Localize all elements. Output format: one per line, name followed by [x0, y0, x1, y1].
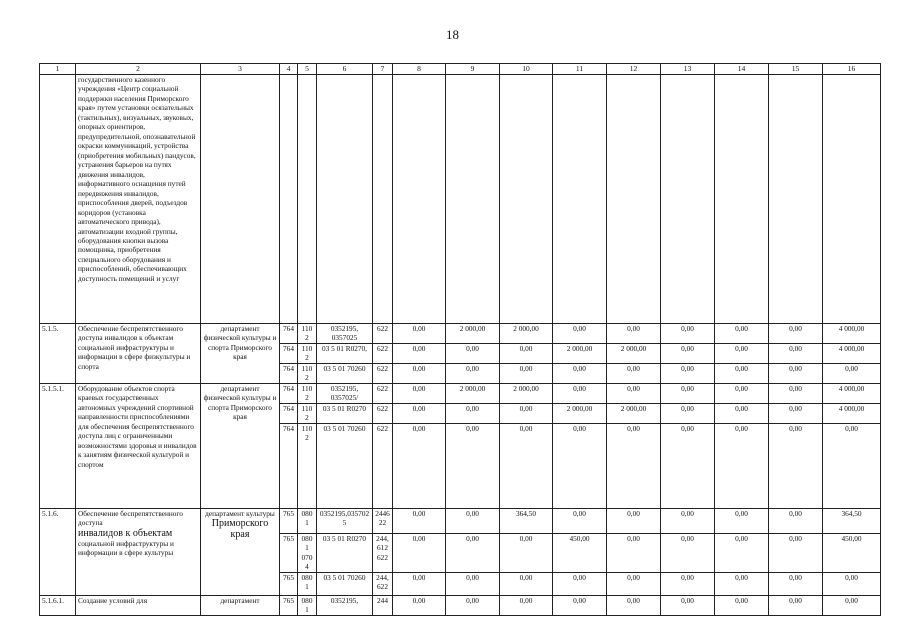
- target-article: 0352195, 0357025/: [317, 383, 373, 403]
- amount-cell: 0,00: [500, 423, 553, 508]
- grbs-code: 765: [280, 533, 298, 572]
- amount-cell: 0,00: [769, 533, 823, 572]
- expense-type: 244: [373, 595, 393, 615]
- amount-cell: 0,00: [446, 572, 500, 595]
- item-number: 5.1.6.1.: [40, 595, 76, 615]
- amount-cell: 2 000,00: [553, 403, 607, 423]
- item-number: 5.1.5.1.: [40, 383, 76, 508]
- item-name-part: инвалидов к объектам: [78, 527, 173, 539]
- expense-type: 244622: [373, 508, 393, 533]
- amount-cell: 0,00: [769, 595, 823, 615]
- amount-cell: 0,00: [661, 343, 715, 363]
- amount-cell: 2 000,00: [446, 323, 500, 343]
- amount-cell: 0,00: [446, 508, 500, 533]
- amount-cell: 0,00: [553, 383, 607, 403]
- amount-cell: 0,00: [553, 323, 607, 343]
- expense-type: 244, 622: [373, 572, 393, 595]
- header-cell: 2: [76, 64, 201, 75]
- target-article: 03 5 01 R0270,: [317, 343, 373, 363]
- amount-cell: 2 000,00: [607, 403, 661, 423]
- table-row: [40, 508, 881, 533]
- header-cell: 14: [715, 64, 769, 75]
- expense-type: 622: [373, 423, 393, 508]
- target-article: 03 5 01 70260: [317, 363, 373, 383]
- amount-cell: 450,00: [553, 533, 607, 572]
- grbs-code: 764: [280, 383, 298, 403]
- amount-cell: 0,00: [500, 363, 553, 383]
- amount-cell: 0,00: [661, 323, 715, 343]
- header-cell: 11: [553, 64, 607, 75]
- amount-cell: 0,00: [769, 403, 823, 423]
- amount-cell: 0,00: [661, 508, 715, 533]
- item-name-part: социальной инфраструктуры и информации в сфере культуры: [78, 538, 174, 558]
- amount-cell: 0,00: [607, 423, 661, 508]
- amount-cell: 0,00: [607, 572, 661, 595]
- header-cell: 4: [280, 64, 298, 75]
- target-article: 03 5 01 70260: [317, 572, 373, 595]
- section-code: 1102: [298, 323, 317, 343]
- amount-cell: 0,00: [393, 383, 446, 403]
- amount-cell: 0,00: [393, 363, 446, 383]
- grbs-code: 764: [280, 423, 298, 508]
- target-article: 0352195,: [317, 595, 373, 615]
- amount-cell: 2 000,00: [500, 323, 553, 343]
- amount-cell: 2 000,00: [553, 343, 607, 363]
- amount-cell: 0,00: [500, 343, 553, 363]
- expense-type: 622: [373, 363, 393, 383]
- header-cell: 8: [393, 64, 446, 75]
- amount-cell: 0,00: [661, 533, 715, 572]
- grbs-code: 765: [280, 572, 298, 595]
- page-number: 18: [446, 27, 459, 42]
- amount-cell: 0,00: [769, 508, 823, 533]
- amount-cell: 0,00: [393, 508, 446, 533]
- amount-cell: 0,00: [393, 343, 446, 363]
- amount-cell: 0,00: [446, 533, 500, 572]
- amount-cell: 2 000,00: [607, 343, 661, 363]
- amount-cell: 0,00: [446, 403, 500, 423]
- amount-cell: 0,00: [393, 403, 446, 423]
- amount-cell: 0,00: [769, 363, 823, 383]
- amount-cell: 0,00: [553, 423, 607, 508]
- amount-cell: 0,00: [393, 533, 446, 572]
- amount-cell: 0,00: [715, 508, 769, 533]
- expense-type: 244, 612 622: [373, 533, 393, 572]
- amount-cell: 0,00: [661, 383, 715, 403]
- amount-cell: 0,00: [715, 423, 769, 508]
- amount-cell: 4 000,00: [823, 323, 881, 343]
- item-number: 5.1.5.: [40, 323, 76, 383]
- section-code: 1102: [298, 343, 317, 363]
- expense-type: 622: [373, 383, 393, 403]
- item-name-part: Обеспечение беспрепятственного доступа: [78, 508, 183, 528]
- header-cell: 1: [40, 64, 76, 75]
- target-article: 03 5 01 R0270: [317, 403, 373, 423]
- expense-type: 622: [373, 403, 393, 423]
- amount-cell: 0,00: [715, 323, 769, 343]
- table-row: [40, 383, 881, 403]
- grbs-code: 764: [280, 343, 298, 363]
- header-cell: 5: [298, 64, 317, 75]
- amount-cell: 0,00: [661, 403, 715, 423]
- header-cell: 16: [823, 64, 881, 75]
- amount-cell: 0,00: [715, 572, 769, 595]
- header-cell: 6: [317, 64, 373, 75]
- org-part: департамент культуры: [205, 508, 275, 518]
- amount-cell: 364,50: [500, 508, 553, 533]
- header-cell: 15: [769, 64, 823, 75]
- expense-type: 622: [373, 343, 393, 363]
- grbs-code: 765: [280, 595, 298, 615]
- amount-cell: 0,00: [607, 323, 661, 343]
- section-code: 0801: [298, 572, 317, 595]
- header-cell: 9: [446, 64, 500, 75]
- amount-cell: 0,00: [769, 423, 823, 508]
- amount-cell: 0,00: [715, 533, 769, 572]
- amount-cell: 0,00: [393, 595, 446, 615]
- amount-cell: 0,00: [446, 363, 500, 383]
- section-code: 0801: [298, 595, 317, 615]
- amount-cell: 0,00: [715, 403, 769, 423]
- amount-cell: 0,00: [715, 343, 769, 363]
- amount-cell: 4 000,00: [823, 403, 881, 423]
- header-cell: 13: [661, 64, 715, 75]
- amount-cell: 0,00: [823, 595, 881, 615]
- grbs-code: 765: [280, 508, 298, 533]
- section-code: 0801 0704: [298, 533, 317, 572]
- amount-cell: 0,00: [500, 595, 553, 615]
- amount-cell: 0,00: [500, 533, 553, 572]
- section-code: 1102: [298, 403, 317, 423]
- amount-cell: 0,00: [607, 508, 661, 533]
- amount-cell: 0,00: [500, 572, 553, 595]
- amount-cell: 0,00: [446, 595, 500, 615]
- amount-cell: 0,00: [500, 403, 553, 423]
- amount-cell: 0,00: [661, 423, 715, 508]
- amount-cell: 0,00: [769, 323, 823, 343]
- amount-cell: 0,00: [823, 363, 881, 383]
- header-cell: 10: [500, 64, 553, 75]
- header-cell: 12: [607, 64, 661, 75]
- intro-text: государственного казенного учреждения «Центр социальной поддержки населения Приморского края» путем установки осязательных (тактильных), визуальных, звуковых, опорных ориентиров, предупредительной, опознавательной окраски коммуникаций, устройства (приобретения мобильных) пандусов, устранения барьеров на путях движения инвалидов, информативного оснащения путей передвижения инвалидов, приспособления дверей, подъездов коридоров (установка автоматического привода), автоматизации входной группы, оборудования кнопки вызова помощника, приобретения специального оборудования и приспособлений, обеспечивающих доступность помещений и услуг: [76, 74, 201, 323]
- item-name: Создание условий для: [76, 595, 201, 615]
- amount-cell: 0,00: [553, 595, 607, 615]
- responsible-org: [201, 508, 280, 595]
- section-code: 0801: [298, 508, 317, 533]
- amount-cell: 0,00: [607, 383, 661, 403]
- item-name: Обеспечение беспрепятственного доступа инвалидов к объектам социальной инфраструктуры и информации в сфере физкультуры и спорта: [76, 323, 201, 383]
- section-code: 1102: [298, 363, 317, 383]
- item-name: Оборудование объектов спорта краевых государственных автономных учреждений спортивной направленности приспособлениями для обеспечения беспрепятственного доступа лиц с ограниченными возможностями здоровья и инвалидов к занятиям физической культурой и спортом: [76, 383, 201, 508]
- amount-cell: 0,00: [661, 572, 715, 595]
- amount-cell: 0,00: [607, 595, 661, 615]
- header-row: [40, 64, 881, 75]
- header-cell: 3: [201, 64, 280, 75]
- amount-cell: 0,00: [553, 508, 607, 533]
- responsible-org: департамент физической культуры и спорта Приморского края: [201, 323, 280, 383]
- amount-cell: 0,00: [393, 572, 446, 595]
- target-article: 0352195, 0357025: [317, 323, 373, 343]
- amount-cell: 364,50: [823, 508, 881, 533]
- amount-cell: 0,00: [715, 363, 769, 383]
- amount-cell: 0,00: [769, 383, 823, 403]
- item-number: 5.1.6.: [40, 508, 76, 595]
- amount-cell: 4 000,00: [823, 383, 881, 403]
- target-article: 03 5 01 70260: [317, 423, 373, 508]
- grbs-code: 764: [280, 323, 298, 343]
- amount-cell: 0,00: [769, 572, 823, 595]
- table-row: [40, 323, 881, 343]
- grbs-code: 764: [280, 403, 298, 423]
- budget-table: [39, 63, 881, 616]
- amount-cell: 0,00: [446, 423, 500, 508]
- amount-cell: 0,00: [661, 363, 715, 383]
- amount-cell: 450,00: [823, 533, 881, 572]
- intro-row: [40, 74, 881, 323]
- responsible-org: департамент физической культуры и спорта Приморского края: [201, 383, 280, 508]
- section-code: 1102: [298, 383, 317, 403]
- amount-cell: 0,00: [769, 343, 823, 363]
- expense-type: 622: [373, 323, 393, 343]
- table-row: [40, 595, 881, 615]
- amount-cell: 0,00: [553, 363, 607, 383]
- amount-cell: 0,00: [661, 595, 715, 615]
- responsible-org: департамент: [201, 595, 280, 615]
- amount-cell: 0,00: [607, 363, 661, 383]
- amount-cell: 0,00: [715, 595, 769, 615]
- header-cell: 7: [373, 64, 393, 75]
- amount-cell: 0,00: [446, 343, 500, 363]
- target-article: 03 5 01 R0270: [317, 533, 373, 572]
- amount-cell: 0,00: [823, 423, 881, 508]
- amount-cell: 0,00: [823, 572, 881, 595]
- amount-cell: 2 000,00: [446, 383, 500, 403]
- org-part: Приморского края: [211, 518, 269, 541]
- target-article: 0352195,0357025: [317, 508, 373, 533]
- amount-cell: 0,00: [607, 533, 661, 572]
- amount-cell: 0,00: [715, 383, 769, 403]
- amount-cell: 4 000,00: [823, 343, 881, 363]
- section-code: 1102: [298, 423, 317, 508]
- amount-cell: 0,00: [553, 572, 607, 595]
- grbs-code: 764: [280, 363, 298, 383]
- amount-cell: 2 000,00: [500, 383, 553, 403]
- amount-cell: 0,00: [393, 423, 446, 508]
- amount-cell: 0,00: [393, 323, 446, 343]
- item-name: [76, 508, 201, 595]
